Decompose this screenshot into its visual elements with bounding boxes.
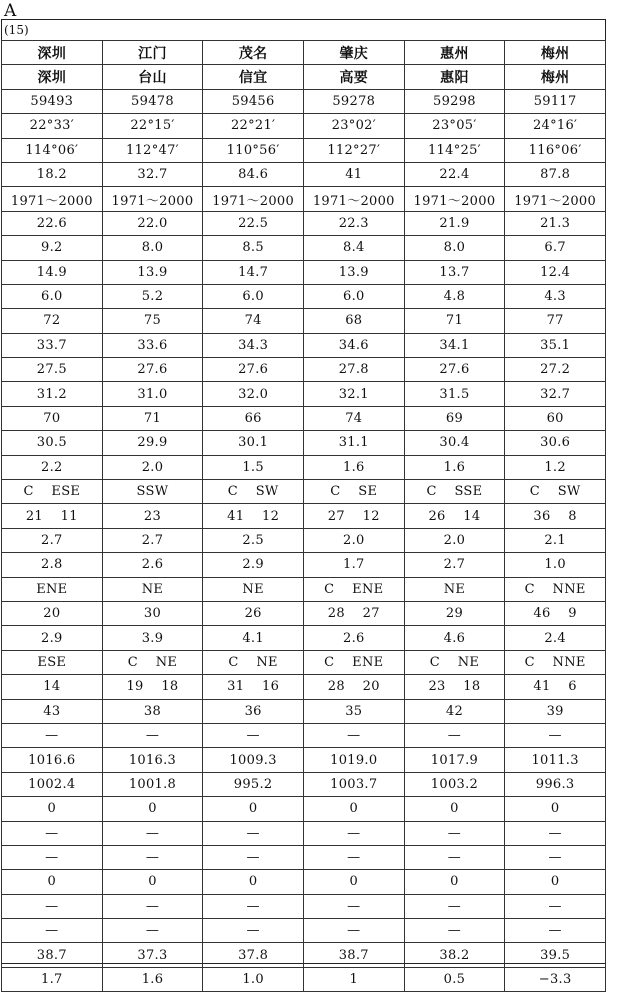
table-cell: 2.6: [303, 626, 404, 650]
table-cell: 87.8: [505, 162, 606, 186]
table-cell: —: [303, 723, 404, 747]
table-cell: 2.4: [505, 626, 606, 650]
table-row: [2, 333, 606, 357]
table-cell: 995.2: [203, 772, 304, 796]
table-cell: —: [203, 845, 304, 869]
table-cell: 71: [102, 406, 203, 430]
table-cell: 75: [102, 309, 203, 333]
table-cell: 1.6: [102, 967, 203, 991]
table-row: [2, 675, 606, 699]
table-cell: 33.7: [2, 333, 103, 357]
table-row: [2, 601, 606, 625]
table-note: (15): [4, 23, 29, 37]
table-cell: 1.2: [505, 455, 606, 479]
table-cell: 60: [505, 406, 606, 430]
table-cell: 59278: [303, 89, 404, 113]
table-row: [2, 138, 606, 162]
table-cell: 2.8: [2, 553, 103, 577]
table-cell: 2.0: [303, 528, 404, 552]
table-row: [2, 748, 606, 772]
table-cell: 1011.3: [505, 748, 606, 772]
table-cell: C ENE: [303, 650, 404, 674]
table-cell: 1: [303, 967, 404, 991]
table-cell: 38.2: [404, 943, 505, 967]
table-row: [2, 236, 606, 260]
table-cell: 27.8: [303, 358, 404, 382]
table-cell: 14: [2, 675, 103, 699]
table-cell: 0: [303, 797, 404, 821]
table-cell: —: [303, 821, 404, 845]
table-cell: 33.6: [102, 333, 203, 357]
table-cell: 0: [404, 870, 505, 894]
table-cell: 37.3: [102, 943, 203, 967]
table-row: [2, 699, 606, 723]
table-row: [2, 309, 606, 333]
table-row: [2, 431, 606, 455]
table-cell: 37.8: [203, 943, 304, 967]
table-cell: —: [2, 723, 103, 747]
table-row: [2, 89, 606, 113]
table-cell: 19 18: [102, 675, 203, 699]
table-cell: 29.9: [102, 431, 203, 455]
header-cell: 肇庆: [303, 41, 404, 65]
table-cell: 69: [404, 406, 505, 430]
header-cell: 深圳: [2, 65, 103, 89]
table-row: [2, 382, 606, 406]
table-cell: 8.4: [303, 236, 404, 260]
table-cell: 1971～2000: [505, 187, 606, 211]
table-cell: 22.4: [404, 162, 505, 186]
table-cell: —: [203, 821, 304, 845]
table-cell: —: [505, 723, 606, 747]
table-cell: 2.0: [102, 455, 203, 479]
table-cell: 23 18: [404, 675, 505, 699]
table-cell: —: [203, 723, 304, 747]
table-cell: 38.7: [303, 943, 404, 967]
table-cell: 1002.4: [2, 772, 103, 796]
table-cell: 27.6: [404, 358, 505, 382]
table-cell: 41 12: [203, 504, 304, 528]
table-cell: 27 12: [303, 504, 404, 528]
table-cell: —: [2, 821, 103, 845]
table-cell: 0: [505, 797, 606, 821]
table-cell: 8.5: [203, 236, 304, 260]
table-cell: 13.9: [102, 260, 203, 284]
table-cell: 1016.3: [102, 748, 203, 772]
table-cell: 4.6: [404, 626, 505, 650]
table-cell: —: [505, 845, 606, 869]
table-cell: 36 8: [505, 504, 606, 528]
table-cell: 0: [505, 870, 606, 894]
table-cell: 4.8: [404, 284, 505, 308]
table-cell: —: [404, 845, 505, 869]
table-cell: 59117: [505, 89, 606, 113]
table-cell: 3.9: [102, 626, 203, 650]
table-body: [2, 41, 606, 992]
table-cell: 13.7: [404, 260, 505, 284]
table-cell: 31.5: [404, 382, 505, 406]
table-cell: —: [102, 845, 203, 869]
table-cell: 22°33′: [2, 114, 103, 138]
table-cell: 38: [102, 699, 203, 723]
table-cell: 43: [2, 699, 103, 723]
table-cell: 12.4: [505, 260, 606, 284]
table-cell: 41: [303, 162, 404, 186]
table-cell: 114°06′: [2, 138, 103, 162]
table-cell: 0: [203, 870, 304, 894]
table-cell: 2.0: [404, 528, 505, 552]
table-cell: 1.7: [2, 967, 103, 991]
table-cell: 6.0: [303, 284, 404, 308]
table-cell: 27.5: [2, 358, 103, 382]
table-cell: C NNE: [505, 577, 606, 601]
table-cell: —: [102, 723, 203, 747]
table-cell: 77: [505, 309, 606, 333]
table-cell: —: [404, 894, 505, 918]
table-cell: 1971～2000: [102, 187, 203, 211]
table-cell: —: [2, 894, 103, 918]
table-cell: 23°05′: [404, 114, 505, 138]
table-cell: 39: [505, 699, 606, 723]
table-cell: C NE: [203, 650, 304, 674]
table-cell: ENE: [2, 577, 103, 601]
table-cell: 996.3: [505, 772, 606, 796]
table-cell: 70: [2, 406, 103, 430]
table-cell: —: [404, 723, 505, 747]
table-row: [2, 919, 606, 943]
table-cell: 1.5: [203, 455, 304, 479]
table-cell: 0: [404, 797, 505, 821]
table-cell: NE: [203, 577, 304, 601]
table-cell: C SW: [505, 480, 606, 504]
header-row: [2, 41, 606, 65]
table-cell: —: [303, 894, 404, 918]
table-cell: 39.5: [505, 943, 606, 967]
table-cell: 28 20: [303, 675, 404, 699]
table-cell: C NE: [404, 650, 505, 674]
table-cell: —: [102, 919, 203, 943]
table-cell: 114°25′: [404, 138, 505, 162]
table-cell: C ESE: [2, 480, 103, 504]
table-cell: C SE: [303, 480, 404, 504]
table-cell: 30.6: [505, 431, 606, 455]
table-cell: 32.1: [303, 382, 404, 406]
table-cell: 84.6: [203, 162, 304, 186]
table-cell: 31.1: [303, 431, 404, 455]
table-cell: NE: [404, 577, 505, 601]
table-cell: 1009.3: [203, 748, 304, 772]
table-cell: 26: [203, 601, 304, 625]
table-row: [2, 284, 606, 308]
table-cell: 36: [203, 699, 304, 723]
header-cell: 江门: [102, 41, 203, 65]
header-cell: 信宜: [203, 65, 304, 89]
table-cell: 1971～2000: [303, 187, 404, 211]
table-cell: 0: [2, 797, 103, 821]
table-cell: 46 9: [505, 601, 606, 625]
table-cell: 1.0: [203, 967, 304, 991]
table-cell: 35.1: [505, 333, 606, 357]
table-cell: 27.6: [102, 358, 203, 382]
table-cell: 22°15′: [102, 114, 203, 138]
table-cell: 0: [102, 797, 203, 821]
table-cell: 8.0: [102, 236, 203, 260]
table-cell: —: [102, 894, 203, 918]
table-cell: 27.6: [203, 358, 304, 382]
table-cell: 30.4: [404, 431, 505, 455]
table-row: [2, 797, 606, 821]
table-row: [2, 772, 606, 796]
table-cell: 0: [203, 797, 304, 821]
header-cell: 高要: [303, 65, 404, 89]
table-cell: 8.0: [404, 236, 505, 260]
table-cell: 110°56′: [203, 138, 304, 162]
header-cell: 茂名: [203, 41, 304, 65]
table-row: [2, 577, 606, 601]
table-cell: —: [505, 919, 606, 943]
table-cell: ESE: [2, 650, 103, 674]
table-cell: 32.7: [102, 162, 203, 186]
table-cell: —: [303, 919, 404, 943]
table-cell: NE: [102, 577, 203, 601]
table-cell: 42: [404, 699, 505, 723]
table-cell: 2.6: [102, 553, 203, 577]
table-cell: —: [303, 845, 404, 869]
table-cell: 2.9: [203, 553, 304, 577]
table-cell: 1017.9: [404, 748, 505, 772]
table-cell: —: [2, 845, 103, 869]
table-cell: 2.7: [2, 528, 103, 552]
table-cell: 1.7: [303, 553, 404, 577]
table-cell: C SSE: [404, 480, 505, 504]
table-cell: 20: [2, 601, 103, 625]
table-cell: —: [203, 919, 304, 943]
table-cell: 4.3: [505, 284, 606, 308]
table-cell: 71: [404, 309, 505, 333]
table-cell: SSW: [102, 480, 203, 504]
table-cell: —: [505, 821, 606, 845]
table-cell: C NE: [102, 650, 203, 674]
table-row: [2, 626, 606, 650]
table-cell: 68: [303, 309, 404, 333]
table-cell: 116°06′: [505, 138, 606, 162]
table-cell: 2.5: [203, 528, 304, 552]
table-cell: 22.5: [203, 211, 304, 235]
table-cell: 21 11: [2, 504, 103, 528]
table-cell: —: [2, 919, 103, 943]
table-cell: 18.2: [2, 162, 103, 186]
table-cell: 31.0: [102, 382, 203, 406]
table-cell: 59493: [2, 89, 103, 113]
table-row: [2, 553, 606, 577]
table-cell: 6.7: [505, 236, 606, 260]
table-cell: C NNE: [505, 650, 606, 674]
table-cell: 41 6: [505, 675, 606, 699]
table-row: [2, 114, 606, 138]
table-cell: 14.7: [203, 260, 304, 284]
table-cell: 2.9: [2, 626, 103, 650]
table-cell: 9.2: [2, 236, 103, 260]
header-cell: 梅州: [505, 65, 606, 89]
table-row: [2, 260, 606, 284]
table-cell: 1.6: [404, 455, 505, 479]
table-cell: 22.6: [2, 211, 103, 235]
table-cell: 34.3: [203, 333, 304, 357]
table-cell: 2.2: [2, 455, 103, 479]
table-cell: 74: [203, 309, 304, 333]
table-row: [2, 187, 606, 211]
table-cell: 59456: [203, 89, 304, 113]
table-cell: 2.7: [102, 528, 203, 552]
table-row: [2, 821, 606, 845]
table-cell: 29: [404, 601, 505, 625]
table-cell: 30: [102, 601, 203, 625]
table-cell: 31 16: [203, 675, 304, 699]
table-cell: 38.7: [2, 943, 103, 967]
table-row: [2, 480, 606, 504]
header-cell: 台山: [102, 65, 203, 89]
table-cell: 1019.0: [303, 748, 404, 772]
table-cell: 6.0: [2, 284, 103, 308]
table-cell: 1003.2: [404, 772, 505, 796]
table-cell: —: [102, 821, 203, 845]
table-cell: 21.9: [404, 211, 505, 235]
table-cell: 0: [2, 870, 103, 894]
table-cell: 22.0: [102, 211, 203, 235]
table-cell: 31.2: [2, 382, 103, 406]
table-cell: 0.5: [404, 967, 505, 991]
table-cell: —: [404, 919, 505, 943]
table-cell: 66: [203, 406, 304, 430]
climate-data-table: [1, 40, 606, 992]
table-cell: 23°02′: [303, 114, 404, 138]
table-cell: 35: [303, 699, 404, 723]
table-cell: 2.7: [404, 553, 505, 577]
table-cell: 74: [303, 406, 404, 430]
table-cell: 1001.8: [102, 772, 203, 796]
table-row: [2, 406, 606, 430]
table-cell: 59478: [102, 89, 203, 113]
table-cell: 1971～2000: [2, 187, 103, 211]
table-cell: 1.6: [303, 455, 404, 479]
table-cell: 5.2: [102, 284, 203, 308]
table-cell: 0: [303, 870, 404, 894]
table-cell: 22°21′: [203, 114, 304, 138]
table-cell: 112°47′: [102, 138, 203, 162]
table-cell: 34.6: [303, 333, 404, 357]
table-cell: 1016.6: [2, 748, 103, 772]
table-row: [2, 723, 606, 747]
header-cell: 梅州: [505, 41, 606, 65]
table-row: [2, 528, 606, 552]
table-cell: 14.9: [2, 260, 103, 284]
table-cell: 72: [2, 309, 103, 333]
table-cell: —: [505, 894, 606, 918]
table-row: [2, 967, 606, 991]
header-cell: 惠州: [404, 41, 505, 65]
table-cell: 59298: [404, 89, 505, 113]
table-cell: 6.0: [203, 284, 304, 308]
table-cell: C SW: [203, 480, 304, 504]
header-cell: 惠阳: [404, 65, 505, 89]
table-row: [2, 162, 606, 186]
table-row: [2, 894, 606, 918]
table-cell: 2.1: [505, 528, 606, 552]
table-cell: 112°27′: [303, 138, 404, 162]
table-cell: 4.1: [203, 626, 304, 650]
table-cell: 30.5: [2, 431, 103, 455]
table-cell: 27.2: [505, 358, 606, 382]
table-cell: C ENE: [303, 577, 404, 601]
table-cell: 23: [102, 504, 203, 528]
table-cell: 1003.7: [303, 772, 404, 796]
table-cell: 32.7: [505, 382, 606, 406]
table-row: [2, 211, 606, 235]
table-cell: 30.1: [203, 431, 304, 455]
table-cell: 0: [102, 870, 203, 894]
table-row: [2, 650, 606, 674]
table-cell: 1971～2000: [404, 187, 505, 211]
table-cell: 28 27: [303, 601, 404, 625]
table-row: [2, 455, 606, 479]
table-row: [2, 845, 606, 869]
header-row: [2, 65, 606, 89]
table-cell: 21.3: [505, 211, 606, 235]
table-cell: —: [404, 821, 505, 845]
table-cell: 13.9: [303, 260, 404, 284]
table-cell: 32.0: [203, 382, 304, 406]
table-cell: —: [203, 894, 304, 918]
table-row: [2, 943, 606, 967]
table-cell: 1971～2000: [203, 187, 304, 211]
table-cell: 26 14: [404, 504, 505, 528]
table-row: [2, 870, 606, 894]
section-label: A: [4, 1, 17, 21]
table-cell: −3.3: [505, 967, 606, 991]
table-row: [2, 504, 606, 528]
table-cell: 1.0: [505, 553, 606, 577]
table-cell: 22.3: [303, 211, 404, 235]
table-row: [2, 358, 606, 382]
header-cell: 深圳: [2, 41, 103, 65]
table-cell: 24°16′: [505, 114, 606, 138]
table-cell: 34.1: [404, 333, 505, 357]
